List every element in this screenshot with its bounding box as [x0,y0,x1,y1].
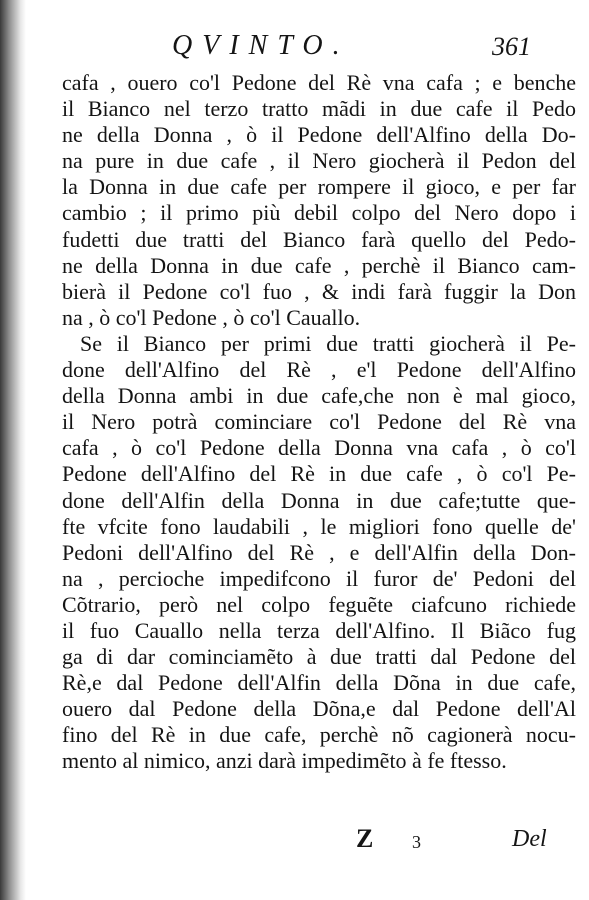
catchword: Del [512,826,547,852]
page-header [0,30,589,66]
text-line: la Donna in due cafe per rompere il gioco, e per far [62,174,576,200]
text-line: ne della Donna in due cafe , perchè il Bianco cam- [62,252,576,278]
text-line: ne della Donna , ò il Pedone dell'Alfino della Do- [62,122,576,148]
body-text [62,70,576,775]
text-line: ga di dar cominciamẽto à due tratti dal Pedone del [62,644,576,670]
text-line: cafa , ouero co'l Pedone del Rè vna cafa ; e benche [62,70,576,95]
text-line: fte vfcite fono laudabili , le migliori fono quelle de' [62,513,576,539]
text-line: cafa , ò co'l Pedone della Donna vna cafa , ò co'l [62,435,576,461]
text-line: della Donna ambi in due cafe,che non è mal gioco, [62,383,576,409]
text-line: na , ò co'l Pedone , ò co'l Cauallo. [62,304,361,330]
text-line: cambio ; il primo più debil colpo del Nero dopo i [62,200,576,226]
text-line: il Nero potrà cominciare co'l Pedone del Rè vna [62,409,576,435]
text-line: Cõtrario, però nel colpo feguẽte ciafcuno richiede [62,591,576,617]
text-line: il fuo Cauallo nella terza dell'Alfino. Il Biãco fug [62,617,576,643]
text-line: ouero dal Pedone della Dõna,e dal Pedone dell'Al [62,696,576,722]
page-footer [0,824,589,864]
text-line: na , percioche impedifcono il furor de' Pedoni del [62,565,576,591]
text-line: il Bianco nel terzo tratto mãdi in due cafe il Pedo [62,96,576,122]
text-line: na pure in due cafe , il Nero giocherà il Pedon del [62,148,576,174]
running-title: QVINTO. [172,30,350,61]
signature-number: 3 [412,832,421,852]
text-line: done dell'Alfin della Donna in due cafe;tutte que- [62,487,576,513]
text-line: fudetti due tratti del Bianco farà quello del Pedo- [62,226,576,252]
text-line: Pedone dell'Alfino del Rè in due cafe , ò co'l Pe- [62,461,576,487]
text-line: mento al nimico, anzi darà impedimẽto à fe ftesso. [62,748,507,774]
text-line: done dell'Alfino del Rè , e'l Pedone dell'Alfino [62,357,576,383]
text-line: Rè,e dal Pedone dell'Alfin della Dõna in due cafe, [62,670,576,696]
text-line: Se il Bianco per primi due tratti giocherà il Pe- [80,330,576,356]
text-line: Pedoni dell'Alfino del Rè , e dell'Alfin della Don- [62,539,576,565]
text-line: bierà il Pedone co'l fuo , & indi farà fuggir la Don [62,278,576,304]
gutter-shadow [0,0,26,900]
signature-mark: Z [356,824,374,853]
page-number: 361 [492,32,531,61]
text-line: fino del Rè in due cafe, perchè nõ cagionerà nocu- [62,722,576,748]
